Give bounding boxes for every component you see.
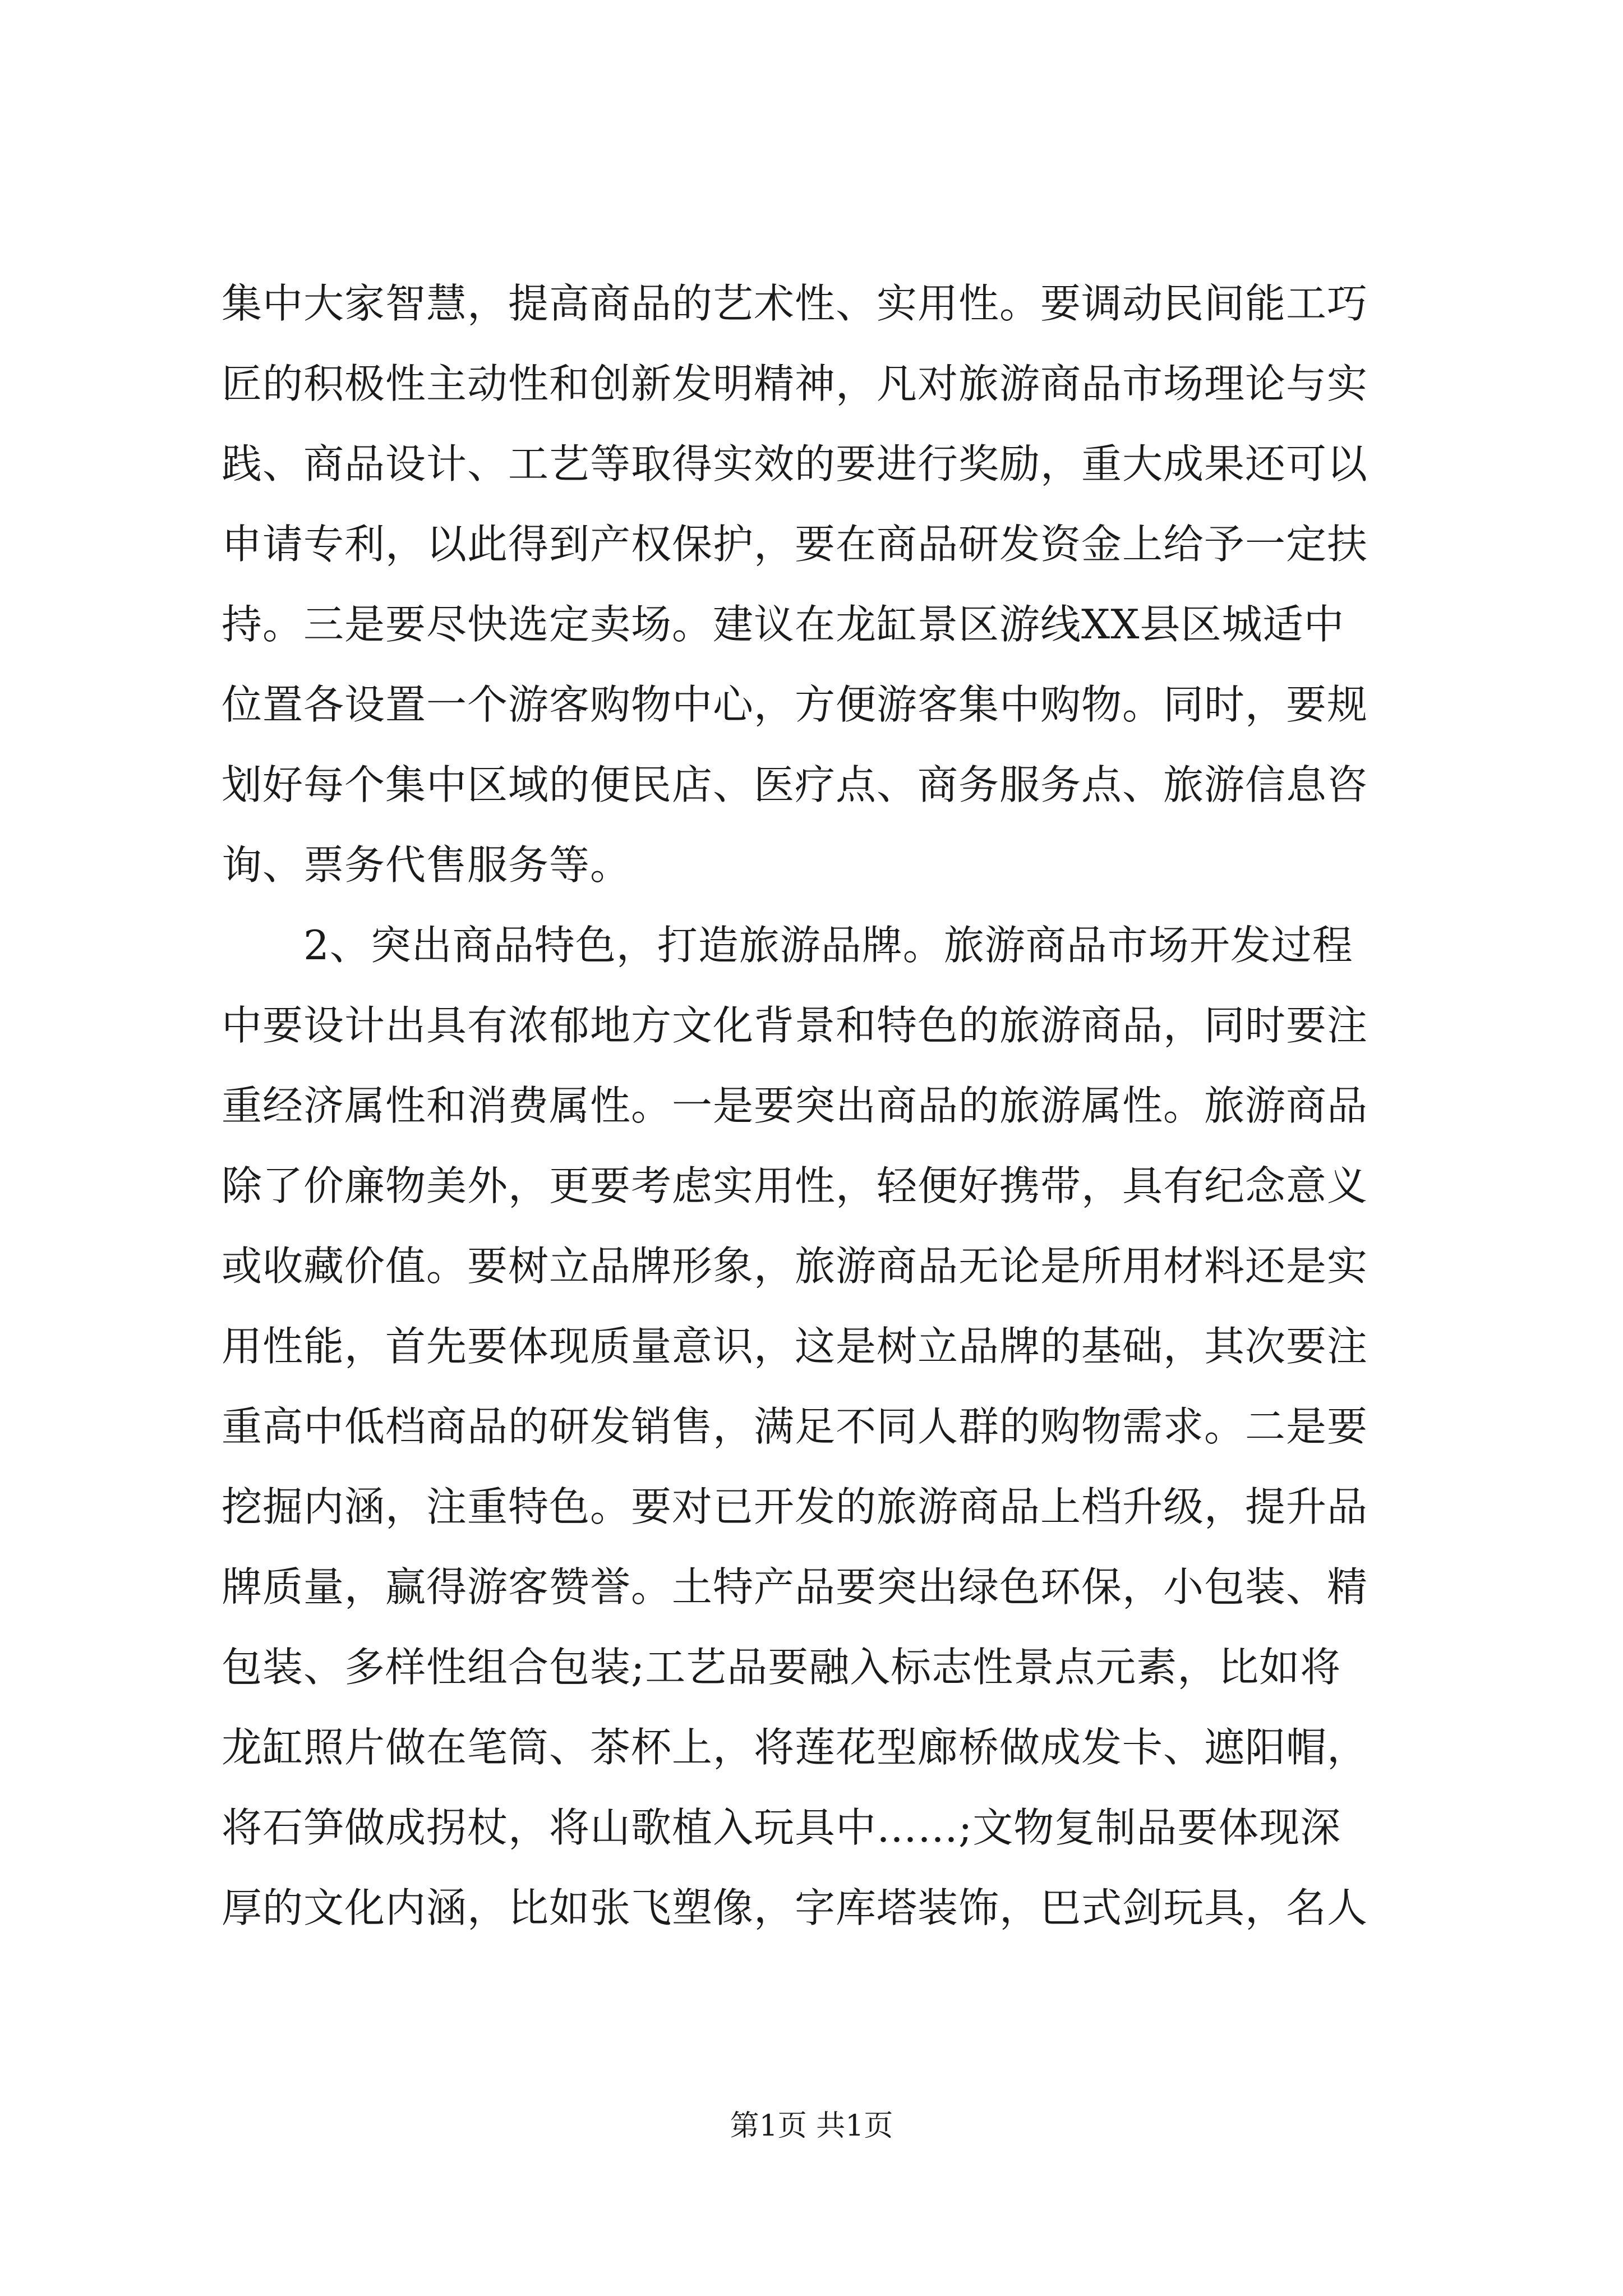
page-footer: 第1页 共1页: [730, 2109, 893, 2143]
text-line: 匠的积极性主动性和创新发明精神，凡对旅游商品市场理论与实: [222, 360, 1368, 407]
text-line: 集中大家智慧，提高商品的艺术性、实用性。要调动民间能工巧: [222, 280, 1368, 327]
text-line: 询、票务代售服务等。: [222, 841, 631, 889]
text-line: 用性能，首先要体现质量意识，这是树立品牌的基础，其次要注: [222, 1323, 1368, 1370]
text-line: 持。三是要尽快选定卖场。建议在龙缸景区游线XX县区城适中: [222, 601, 1345, 648]
text-line: 挖掘内涵，注重特色。要对已开发的旅游商品上档升级，提升品: [222, 1483, 1368, 1530]
text-line: 重经济属性和消费属性。一是要突出商品的旅游属性。旅游商品: [222, 1082, 1368, 1129]
text-line: 或收藏价值。要树立品牌形象，旅游商品无论是所用材料还是实: [222, 1243, 1368, 1290]
text-line: 龙缸照片做在笔筒、茶杯上，将莲花型廊桥做成发卡、遮阳帽，: [222, 1724, 1368, 1771]
text-line: 中要设计出具有浓郁地方文化背景和特色的旅游商品，同时要注: [222, 1002, 1368, 1049]
text-line: 申请专利，以此得到产权保护，要在商品研发资金上给予一定扶: [222, 521, 1368, 568]
text-line: 牌质量，赢得游客赞誉。土特产品要突出绿色环保，小包装、精: [222, 1563, 1368, 1611]
text-line: 除了价廉物美外，更要考虑实用性，轻便好携带，具有纪念意义: [222, 1162, 1368, 1209]
text-line: 厚的文化内涵，比如张飞塑像，字库塔装饰，巴式剑玩具，名人: [222, 1884, 1368, 1931]
text-line: 2、突出商品特色，打造旅游品牌。旅游商品市场开发过程: [222, 922, 1353, 969]
text-line: 践、商品设计、工艺等取得实效的要进行奖励，重大成果还可以: [222, 440, 1368, 487]
text-line: 将石笋做成拐杖，将山歌植入玩具中……;文物复制品要体现深: [222, 1804, 1341, 1851]
text-line: 划好每个集中区域的便民店、医疗点、商务服务点、旅游信息咨: [222, 761, 1368, 808]
text-line: 重高中低档商品的研发销售，满足不同人群的购物需求。二是要: [222, 1403, 1368, 1450]
text-line: 位置各设置一个游客购物中心，方便游客集中购物。同时，要规: [222, 681, 1368, 728]
text-line: 包装、多样性组合包装;工艺品要融入标志性景点元素，比如将: [222, 1644, 1341, 1691]
